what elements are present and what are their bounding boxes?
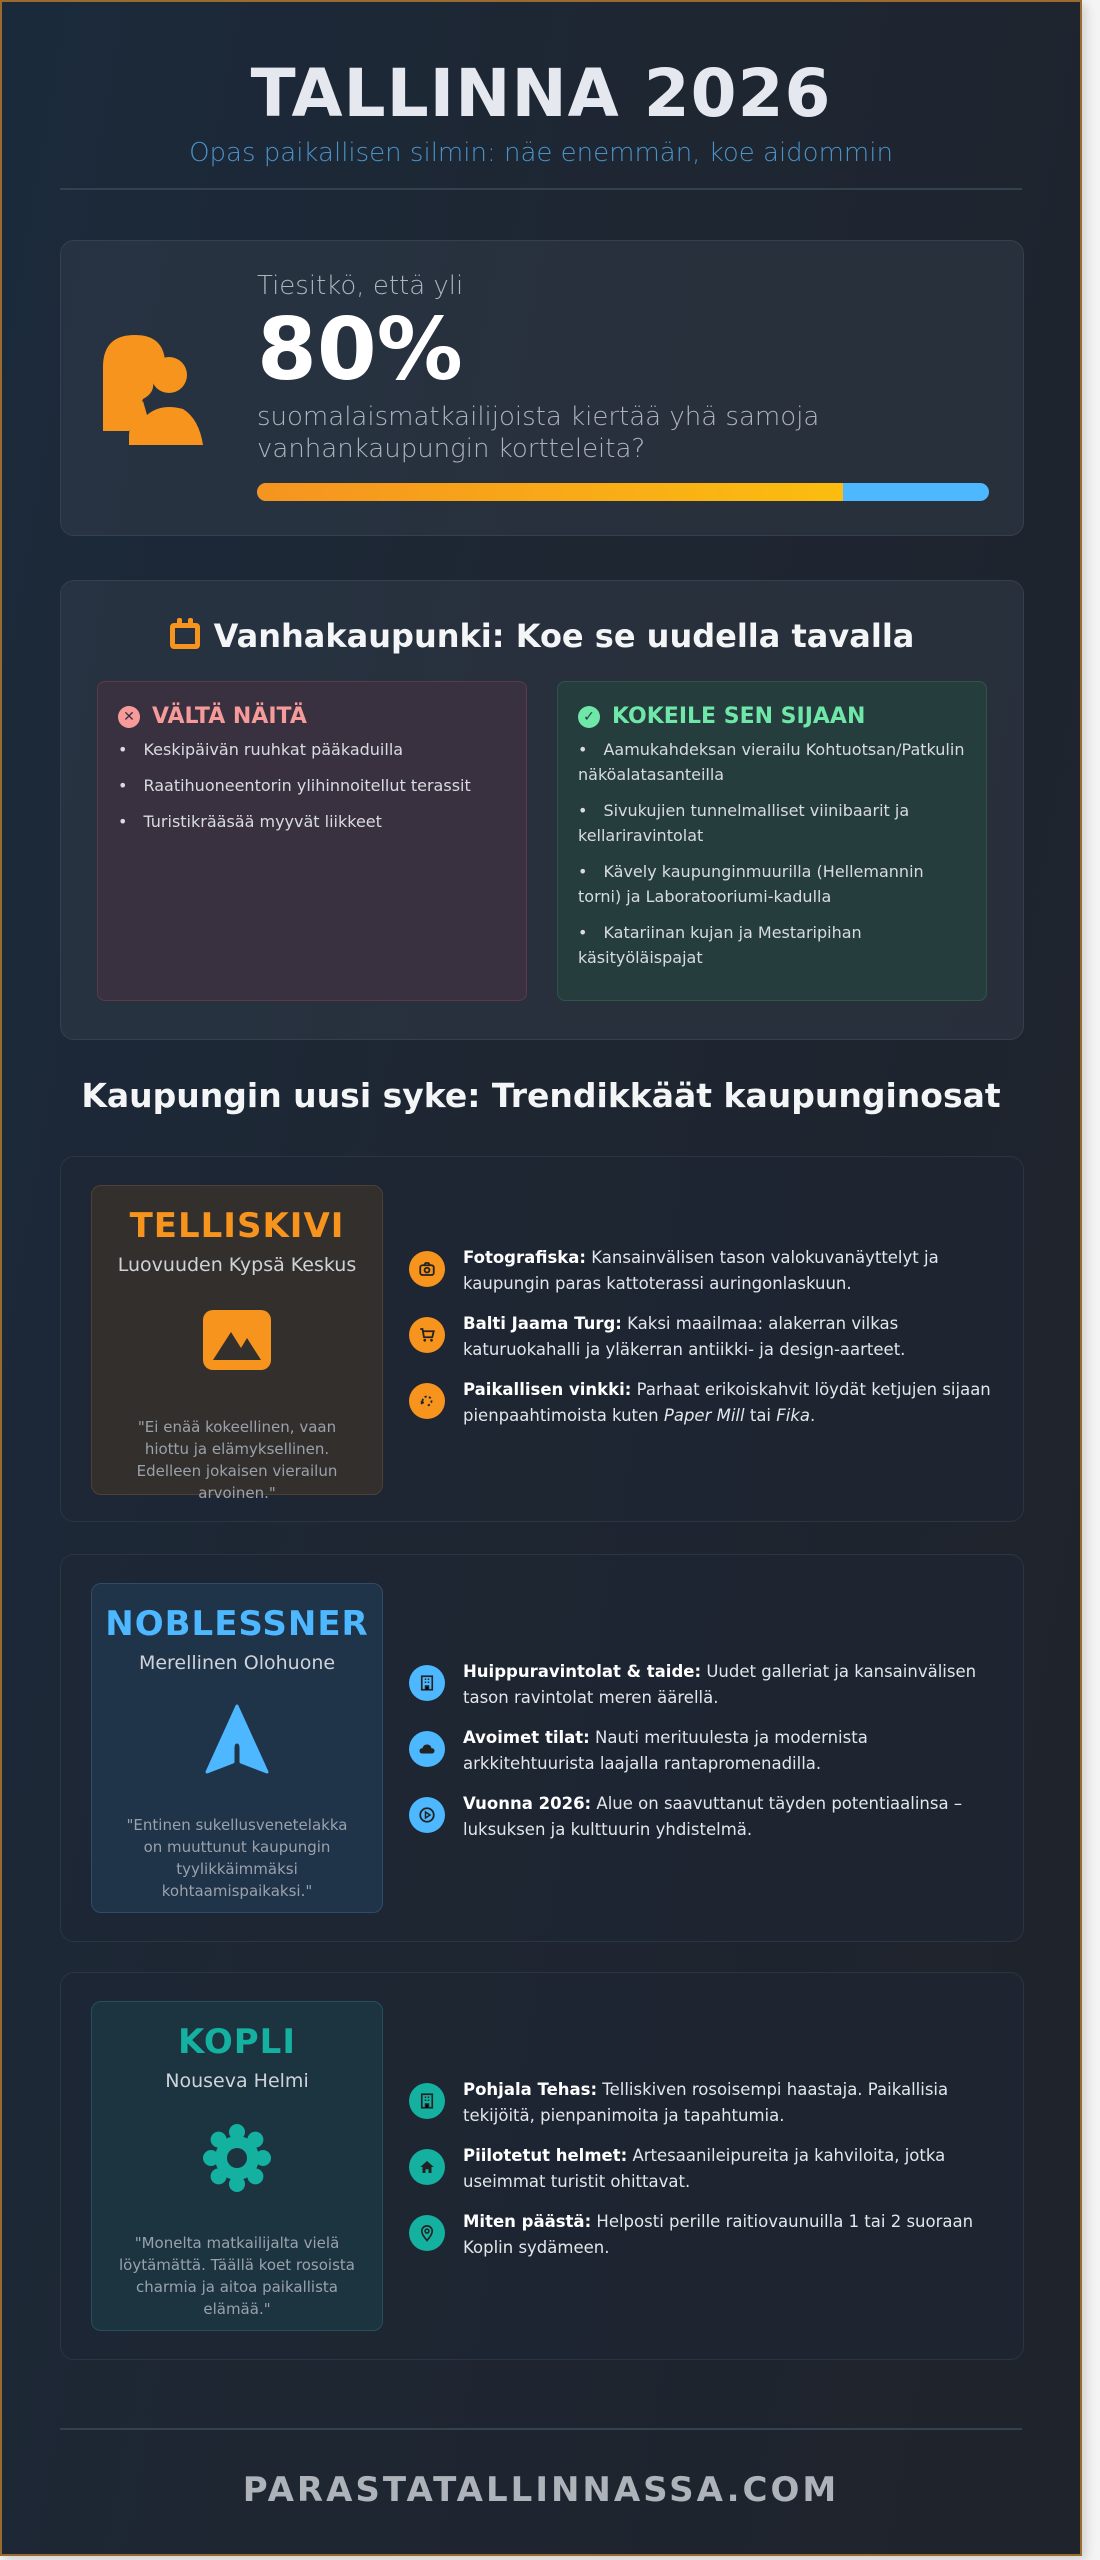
old-town-heading: Vanhakaupunki: Koe se uudella tavalla <box>61 617 1023 655</box>
avoid-heading: VÄLTÄ NÄITÄ <box>152 704 307 729</box>
building-icon <box>409 1665 445 1701</box>
list-item: • Aamukahdeksan vierailu Kohtuotsan/Patkulin näköalatasanteilla <box>578 737 966 787</box>
feature-item: Miten päästä: Helposti perille raitiovaunuilla 1 tai 2 suoraan Koplin sydämeen. <box>409 2209 993 2261</box>
neighborhood-tagline: Nouseva Helmi <box>165 2070 309 2092</box>
try-column <box>557 681 987 1001</box>
list-item: • Raatihuoneentorin ylihinnoitellut terassit <box>118 773 506 798</box>
gear-icon <box>201 2122 273 2194</box>
calendar-icon <box>170 623 200 649</box>
divider <box>60 2428 1022 2430</box>
neighborhood-quote: "Ei enää kokeellinen, vaan hiottu ja elämyksellinen. Edelleen jokaisen vierailun arvoinen." <box>136 1418 338 1502</box>
divider <box>60 188 1022 190</box>
list-item: • Katariinan kujan ja Mestaripihan käsityöläispajat <box>578 920 966 970</box>
list-item: • Kävely kaupunginmuurilla (Hellemannin torni) ja Laboratooriumi-kadulla <box>578 859 966 909</box>
feature-item: Piilotetut helmet: Artesaanileipureita ja kahviloita, jotka useimmat turistit ohittavat. <box>409 2143 993 2195</box>
neighborhood-tagline: Merellinen Olohuone <box>138 1652 336 1674</box>
feature-list <box>409 2077 993 2275</box>
stat-description: suomalaismatkailijoista kiertää yhä samoja vanhankaupungin kortteleita? <box>257 402 820 464</box>
neighborhood-name: TELLISKIVI <box>129 1206 345 1246</box>
building-icon <box>409 2083 445 2119</box>
users-icon <box>95 327 205 447</box>
header <box>2 2 1080 168</box>
map-pin-icon <box>409 2215 445 2251</box>
stat-card <box>60 240 1024 536</box>
coffee-icon <box>409 1383 445 1419</box>
neighborhood-noblessner <box>60 1554 1024 1942</box>
neighborhood-summary <box>91 1583 383 1913</box>
neighborhoods-heading: Kaupungin uusi syke: Trendikkäät kaupunginosat <box>81 1076 1001 1115</box>
x-circle-icon: ✕ <box>118 706 140 728</box>
camera-icon <box>409 1251 445 1287</box>
old-town-card <box>60 580 1024 1040</box>
list-item: • Keskipäivän ruuhkat pääkaduilla <box>118 737 506 762</box>
progress-fill <box>257 483 843 501</box>
feature-item: Pohjala Tehas: Telliskiven rosoisempi haastaja. Paikallisia tekijöitä, pienpanimoita ja tapahtumia. <box>409 2077 993 2129</box>
page-subtitle: Opas paikallisen silmin: näe enemmän, koe aidommin <box>189 138 893 168</box>
stat-lead: Tiesitkö, että yli <box>257 271 464 301</box>
check-circle-icon: ✓ <box>578 706 600 728</box>
page-title: TALLINNA 2026 <box>250 55 832 132</box>
neighborhood-telliskivi <box>60 1156 1024 1522</box>
footer-site[interactable]: PARASTATALLINNASSA.COM <box>242 2470 840 2510</box>
try-heading: KOKEILE SEN SIJAAN <box>612 704 866 729</box>
neighborhood-quote: "Monelta matkailijalta vielä löytämättä. Täällä koet rosoista charmia ja aitoa paikallista elämää." <box>119 2234 355 2318</box>
avoid-column <box>97 681 527 1001</box>
navigation-arrow-icon <box>201 1704 273 1776</box>
neighborhood-summary <box>91 1185 383 1502</box>
feature-list <box>409 1245 993 1443</box>
feature-list <box>409 1659 993 1857</box>
feature-item: Huippuravintolat & taide: Uudet galleriat ja kansainvälisen tason ravintolat meren äärellä. <box>409 1659 993 1711</box>
neighborhood-summary <box>91 2001 383 2331</box>
feature-item: Balti Jaama Turg: Kaksi maailmaa: alakerran vilkas katuruokahalli ja yläkerran antiikki- ja design-aarteet. <box>409 1311 993 1363</box>
cart-icon <box>409 1317 445 1353</box>
stat-value: 80% <box>257 300 463 400</box>
home-icon <box>409 2149 445 2185</box>
neighborhood-tagline: Luovuuden Kypsä Keskus <box>117 1254 357 1276</box>
neighborhood-name: NOBLESSNER <box>105 1604 369 1644</box>
neighborhood-quote: "Entinen sukellusvenetelakka on muuttunut kaupungin tyylikkäimmäksi kohtaamispaikaksi." <box>126 1816 348 1900</box>
list-item: • Turistikrääsää myyvät liikkeet <box>118 809 506 834</box>
image-mountain-icon <box>201 1306 273 1378</box>
play-circle-icon <box>409 1797 445 1833</box>
cloud-icon <box>409 1731 445 1767</box>
list-item: • Sivukujien tunnelmalliset viinibaarit ja kellariravintolat <box>578 798 966 848</box>
neighborhood-kopli <box>60 1972 1024 2360</box>
neighborhood-name: KOPLI <box>178 2022 296 2062</box>
feature-item: Vuonna 2026: Alue on saavuttanut täyden potentiaalinsa – luksuksen ja kulttuurin yhdistelmä. <box>409 1791 993 1843</box>
feature-item: Paikallisen vinkki: Parhaat erikoiskahvit löydät ketjujen sijaan pienpaahtimoista kuten Paper Mill tai Fika. <box>409 1377 993 1429</box>
feature-item: Fotografiska: Kansainvälisen tason valokuvanäyttelyt ja kaupungin paras kattoterassi auringonlaskuun. <box>409 1245 993 1297</box>
progress-bar <box>257 483 989 501</box>
feature-item: Avoimet tilat: Nauti merituulesta ja modernista arkkitehtuurista laajalla rantapromenadilla. <box>409 1725 993 1777</box>
